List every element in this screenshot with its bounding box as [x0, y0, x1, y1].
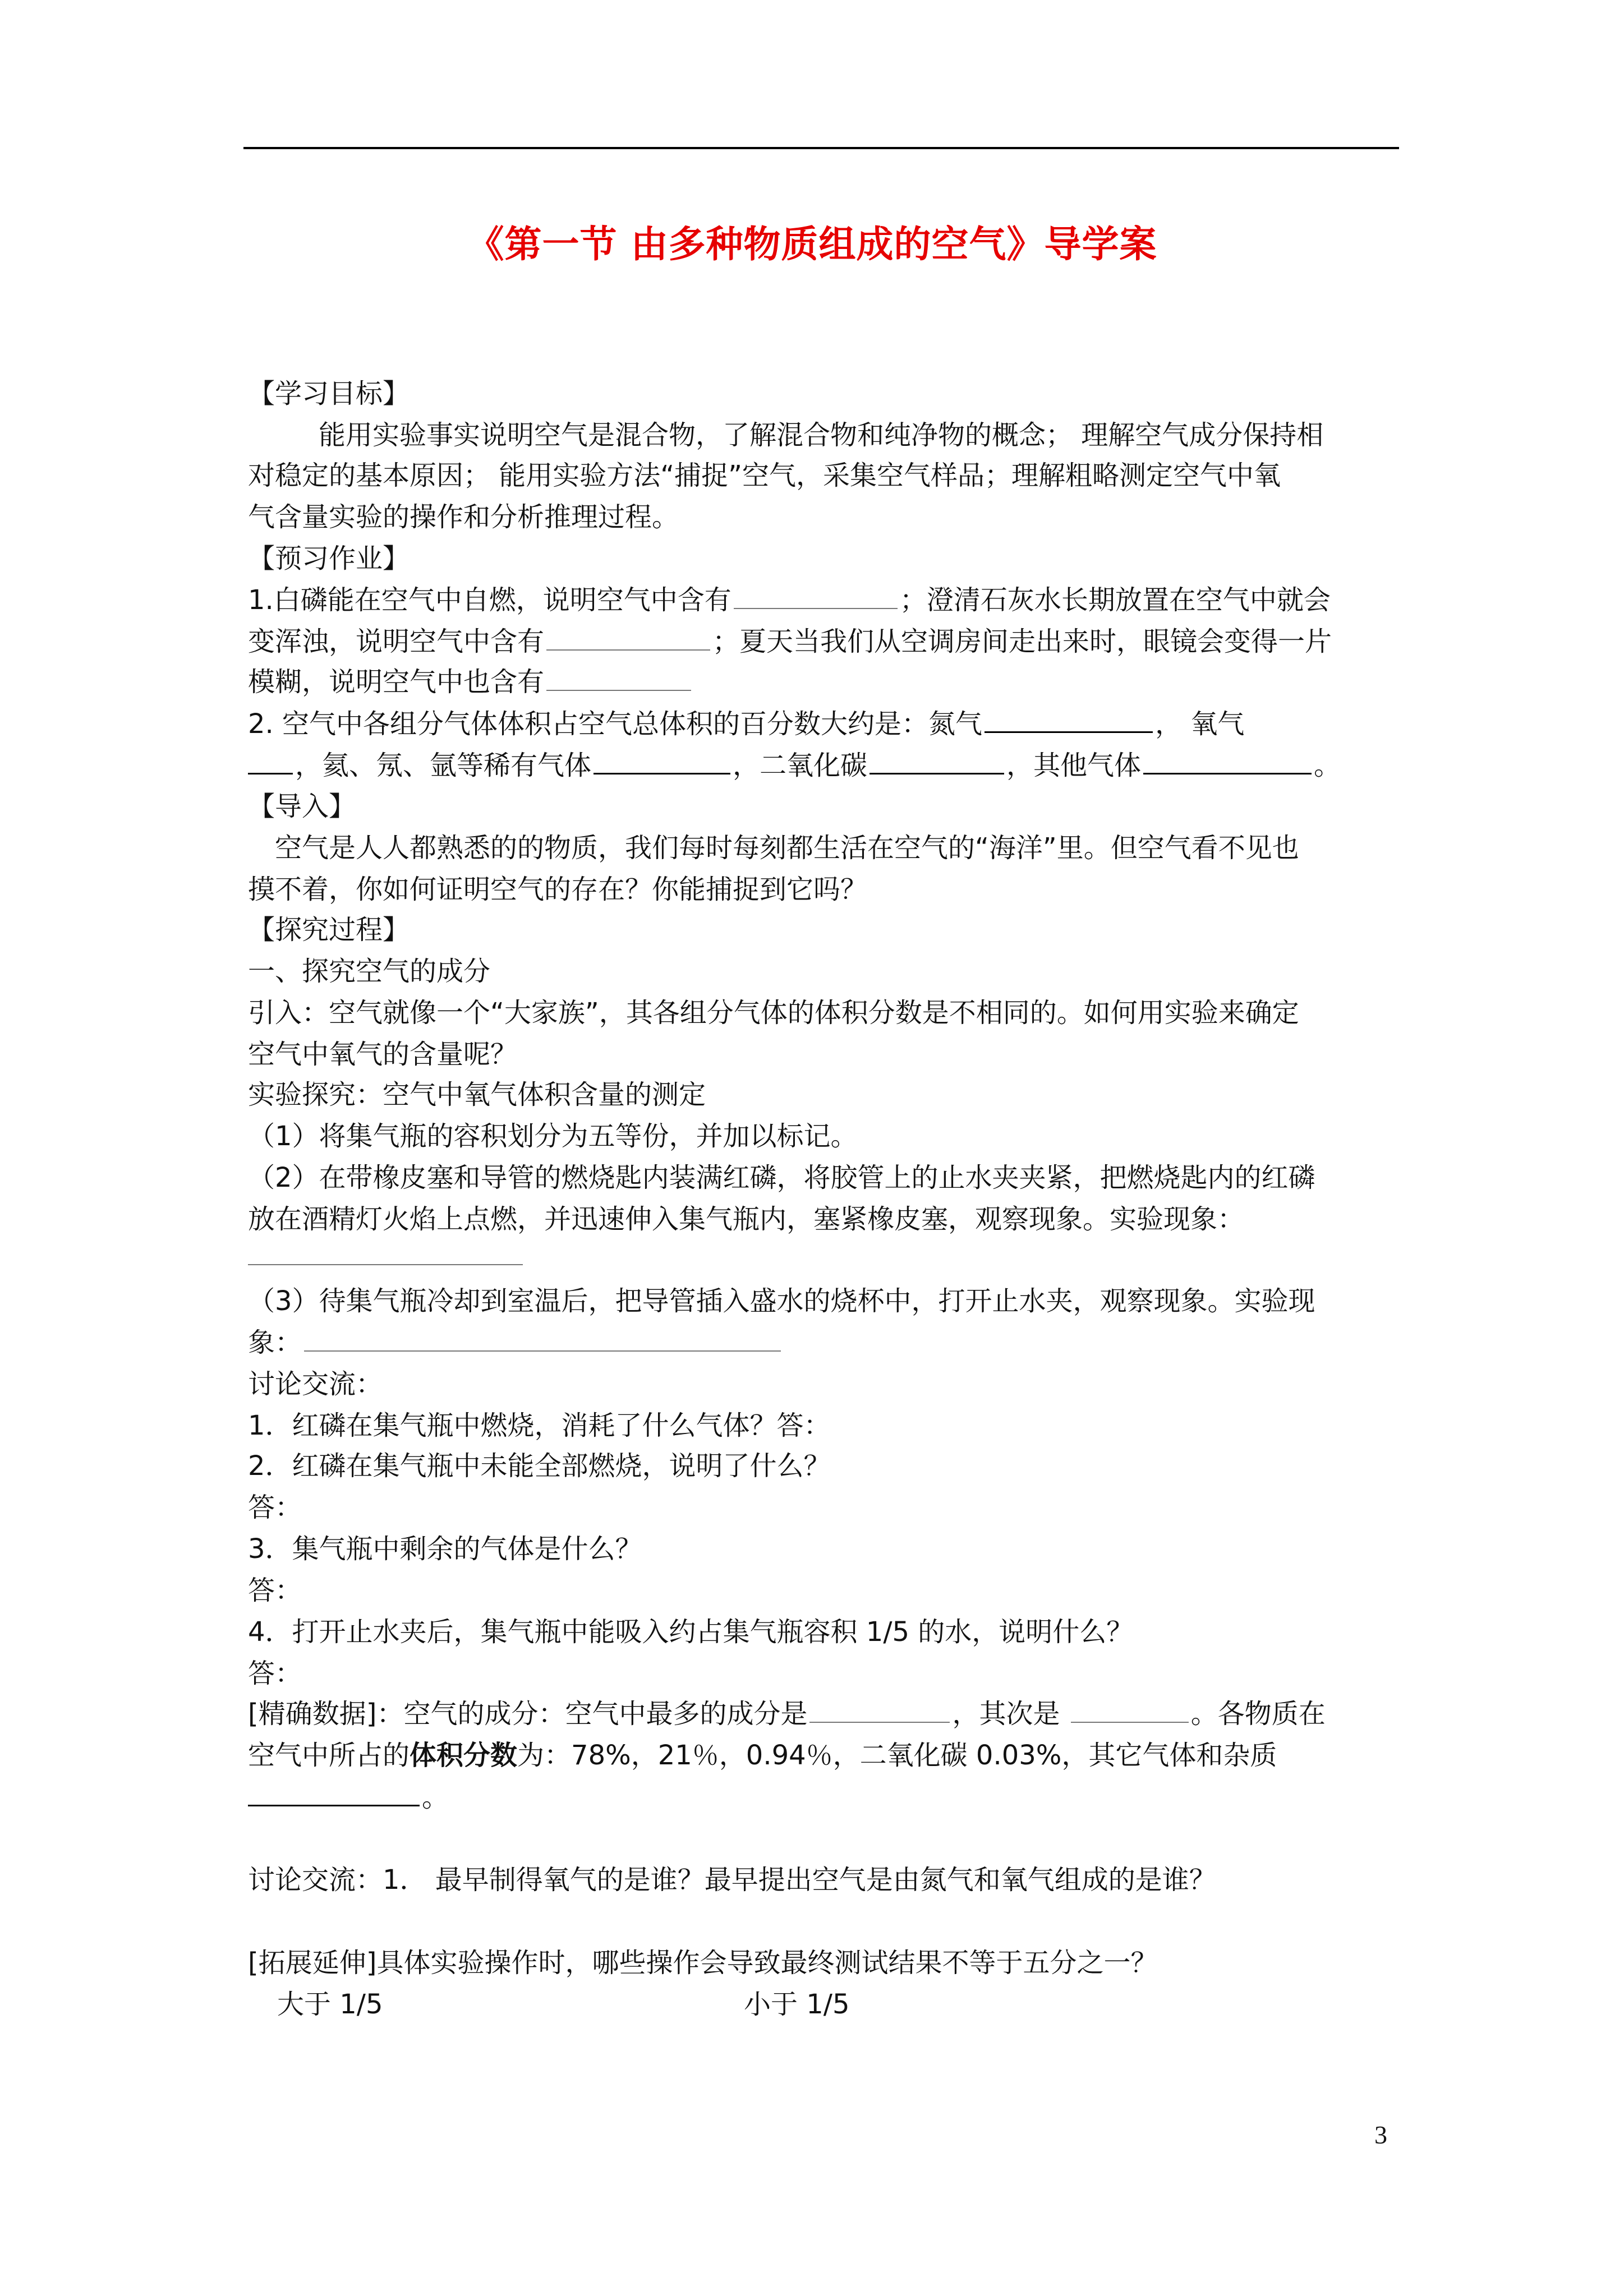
precise-text-f: 。 [422, 1782, 449, 1813]
answer-blank[interactable] [809, 1697, 950, 1723]
explore-heading: 【探究过程】 [248, 914, 410, 946]
precise-line-2 [248, 1739, 1277, 1772]
intro-line-1: 空气是人人都熟悉的的物质，我们每时每刻都生活在空气的“海洋”里。但空气看不见也 [275, 832, 1299, 864]
preview-q1-text-a: 1.白磷能在空气中自燃，说明空气中含有 [248, 584, 732, 616]
preview-heading: 【预习作业】 [248, 543, 410, 574]
answer-blank[interactable] [546, 665, 691, 691]
precise-text-a: [精确数据]：空气的成分：空气中最多的成分是 [248, 1698, 808, 1730]
precise-line-3 [248, 1780, 449, 1814]
step-2-line-2: 放在酒精灯火焰上点燃，并迅速伸入集气瓶内，塞紧橡皮塞，观察现象。实验现象： [248, 1204, 1245, 1235]
preview-q1-line-1 [248, 583, 1331, 617]
answer-blank[interactable] [1143, 748, 1312, 774]
preview-q2-line-1 [248, 707, 1244, 741]
answer-blank[interactable] [1071, 1697, 1189, 1723]
preview-q1-text-d: ；夏天当我们从空调房间走出来时，眼镜会变得一片 [712, 626, 1332, 657]
discussion-heading: 讨论交流： [248, 1368, 383, 1400]
objectives-line-1: 能用实验事实说明空气是混合物，了解混合物和纯净物的概念； 理解空气成分保持相 [319, 419, 1324, 451]
discussion-answer: 答： [248, 1658, 302, 1689]
extension-greater: 大于 1/5 [277, 1989, 383, 2020]
step-1: （1）将集气瓶的容积划分为五等份，并加以标记。 [248, 1121, 858, 1152]
discussion-q1: 1．红磷在集气瓶中燃烧，消耗了什么气体？答： [248, 1410, 831, 1441]
step-2-line-1: （2）在带橡皮塞和导管的燃烧匙内装满红磷，将胶管上的止水夹夹紧，把燃烧匙内的红磷 [248, 1162, 1315, 1193]
page-title: 《第一节 由多种物质组成的空气》导学案 [467, 223, 1157, 266]
preview-q1-line-3 [248, 665, 693, 699]
preview-q1-text-c: 变浑浊，说明空气中含有 [248, 626, 545, 657]
objectives-line-3: 气含量实验的操作和分析推理过程。 [248, 501, 679, 533]
preview-q2-line-2 [248, 748, 1341, 782]
discussion-q2: 2．红磷在集气瓶中未能全部燃烧，说明了什么？ [248, 1450, 831, 1482]
answer-blank[interactable] [984, 707, 1153, 733]
section-title: 一、探究空气的成分 [248, 956, 491, 987]
explore-lead-2: 空气中氧气的含量呢？ [248, 1039, 518, 1070]
precise-text-b: ，其次是 [952, 1698, 1069, 1730]
preview-q2-text-f: 。 [1314, 750, 1341, 781]
header-rule [243, 147, 1399, 149]
preview-q2-text-e: ，其他气体 [1006, 750, 1142, 781]
preview-q2-text-d: ，二氧化碳 [733, 750, 868, 781]
answer-blank[interactable] [594, 748, 730, 774]
preview-q1-text-e: 模糊，说明空气中也含有 [248, 666, 545, 698]
precise-text-e: 为：78%，21％，0.94％，二氧化碳 0.03%，其它气体和杂质 [517, 1740, 1277, 1771]
answer-blank[interactable] [546, 625, 710, 651]
preview-q2-text-a: 2. 空气中各组分气体体积占空气总体积的百分数大约是：氮气 [248, 708, 983, 740]
preview-q2-text-c: ，氦、氖、氩等稀有气体 [295, 750, 592, 781]
step-3-line-2 [248, 1326, 783, 1359]
precise-text-c: 。各物质在 [1190, 1698, 1326, 1730]
objectives-line-2: 对稳定的基本原因； 能用实验方法“捕捉”空气，采集空气样品；理解粗略测定空气中氧 [248, 460, 1281, 491]
answer-blank[interactable] [869, 748, 1004, 774]
answer-blank[interactable] [248, 1780, 420, 1806]
discussion-2: 讨论交流：1． 最早制得氧气的是谁？最早提出空气是由氮气和氧气组成的是谁？ [248, 1864, 1216, 1896]
answer-blank[interactable] [248, 748, 293, 774]
objectives-heading: 【学习目标】 [248, 378, 410, 409]
intro-heading: 【导入】 [248, 791, 356, 822]
preview-q1-text-b: ；澄清石灰水长期放置在空气中就会 [899, 584, 1331, 616]
answer-blank[interactable] [734, 583, 898, 609]
step-2-answer-line [248, 1239, 525, 1273]
precise-text-d: 空气中所占的 [248, 1740, 410, 1771]
preview-q1-line-2 [248, 625, 1332, 658]
extension-less: 小于 1/5 [744, 1989, 850, 2020]
discussion-q4: 4．打开止水夹后，集气瓶中能吸入约占集气瓶容积 1/5 的水，说明什么？ [248, 1616, 1134, 1648]
preview-q2-text-b: ， 氧气 [1155, 708, 1245, 740]
answer-blank[interactable] [304, 1326, 781, 1352]
explore-lead-1: 引入：空气就像一个“大家族”，其各组分气体的体积分数是不相同的。如何用实验来确定 [248, 997, 1299, 1029]
precise-line-1 [248, 1697, 1326, 1731]
step-3-line-1: （3）待集气瓶冷却到室温后，把导管插入盛水的烧杯中，打开止水夹，观察现象。实验现 [248, 1285, 1315, 1317]
precise-bold-term: 体积分数 [410, 1740, 518, 1771]
step-3-text: 象： [248, 1327, 302, 1358]
discussion-q3: 3．集气瓶中剩余的气体是什么？ [248, 1533, 642, 1565]
intro-line-2: 摸不着，你如何证明空气的存在？你能捕捉到它吗？ [248, 874, 868, 905]
discussion-answer: 答： [248, 1492, 302, 1523]
experiment-title: 实验探究：空气中氧气体积含量的测定 [248, 1079, 706, 1110]
page-number: 3 [1374, 2120, 1387, 2149]
discussion-answer: 答： [248, 1575, 302, 1606]
extension-line: [拓展延伸]具体实验操作时，哪些操作会导致最终测试结果不等于五分之一？ [248, 1947, 1158, 1979]
answer-blank[interactable] [248, 1239, 523, 1265]
